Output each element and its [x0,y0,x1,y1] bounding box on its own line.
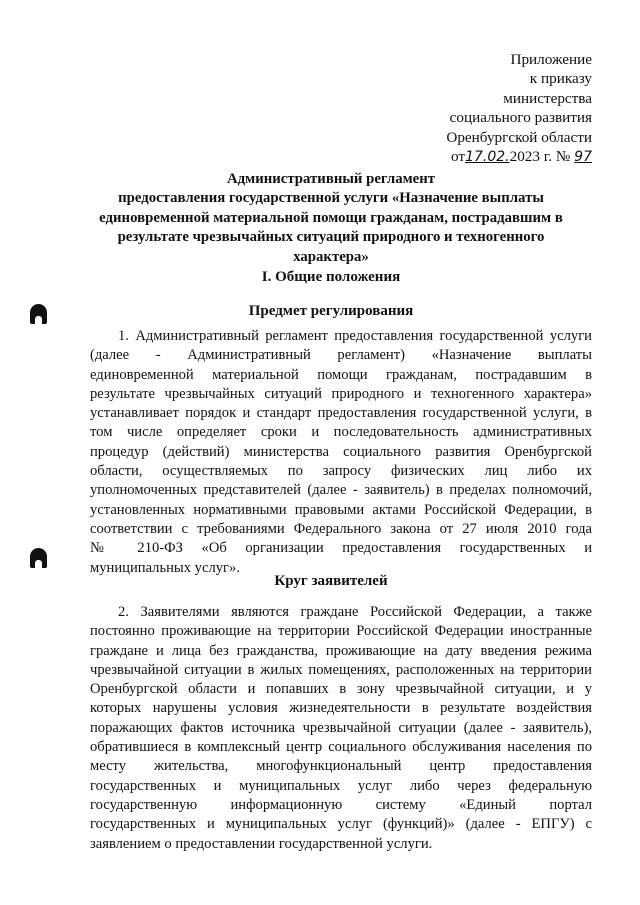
paragraph-line: поражающих фактов источника чрезвычайной ситуации (далее - заявитель), [90,719,592,736]
paragraph-line: области, осуществляемых по запросу физических лиц либо их [90,463,592,480]
paragraph-line: обратившиеся в комплексный центр социального обслуживания населения по [90,739,592,756]
subject-heading: Предмет регулирования [248,303,414,319]
title-line: Административный регламент [226,171,436,187]
paragraph-line: муниципальных услуг». [90,559,240,576]
section-heading: I. Общие положения [261,269,401,285]
appendix-block [446,50,592,167]
appendix-line: Оренбургской области [446,128,592,146]
punch-hole-mark [30,304,47,324]
appendix-line: социального развития [449,109,592,127]
appendix-line: Приложение [510,51,592,68]
paragraph-line: единовременной материальной помощи гражданам, пострадавшим в [90,366,592,383]
paragraph-line: Оренбургской области и попавших в зону чрезвычайной ситуации, и у [90,681,592,698]
title-line: единовременной материальной помощи гражданам, пострадавшим в [99,209,563,226]
paragraph-line: постоянно проживающие на территории Российской Федерации иностранные [90,623,592,640]
paragraph-line: месту жительства, многофункциональный центр предоставления [90,758,592,775]
document-title [60,170,602,267]
paragraph-line: (далее - Административный регламент) «Назначение выплаты [90,347,592,364]
paragraph-line: № 210-ФЗ «Об организации предоставления государственных и [90,540,592,557]
handwritten-date: 17.02. [465,149,510,166]
paragraph-line: устанавливает порядок и стандарт предоставления государственной услуги, в [90,405,592,422]
paragraph-2 [90,603,592,854]
paragraph-line: процедур (действий) министерства социального развития Оренбургской [90,443,592,460]
paragraph-line: том числе определяет сроки и последовательность административных [90,424,592,441]
paragraph-line: государственных и муниципальных услуг (функций)» (далее - ЕПГУ) с [90,816,592,833]
title-line: характера» [293,248,369,265]
title-line: предоставления государственной услуги «Назначение выплаты [118,190,544,207]
paragraph-line: граждане и лица без гражданства, проживающие на дату введения режима [90,642,592,659]
paragraph-1 [90,327,592,578]
punch-hole-mark [30,548,47,568]
paragraph-line: результате чрезвычайных ситуаций природного и техногенного характера» [90,385,592,402]
paragraph-line: государственную информационную систему «Единый портал [90,796,592,813]
paragraph-line: 2. Заявителями являются граждане Российской Федерации, а также [118,604,592,620]
paragraph-line: которых нарушены условия жизнедеятельности в результате воздействия [90,700,592,717]
paragraph-line: установленных нормативными правовыми актами Российской Федерации, в [90,501,592,518]
paragraph-line: заявлением о предоставлении государственной услуги. [90,835,433,852]
applicants-heading: Круг заявителей [274,573,388,589]
paragraph-line: государственных и муниципальных услуг либо через федеральную [90,777,592,794]
appendix-line: к приказу [529,70,592,88]
paragraph-line: 1. Административный регламент предоставления государственной услуги [118,328,592,344]
paragraph-line: уполномоченных представителей (далее - заявитель) в пределах полномочий, [90,482,592,499]
paragraph-line: чрезвычайной ситуации в жилых помещениях, расположенных на территории [90,661,592,678]
date-prefix: от [451,148,466,166]
title-line: результате чрезвычайных ситуаций природного и техногенного [117,229,545,246]
order-date-line [446,147,592,167]
appendix-line: министерства [503,89,592,107]
paragraph-line: соответствии с требованиями Федерального закона от 27 июля 2010 года [90,520,592,537]
handwritten-order-number: 97 [574,149,592,166]
date-suffix: 2023 г. № [509,148,571,166]
